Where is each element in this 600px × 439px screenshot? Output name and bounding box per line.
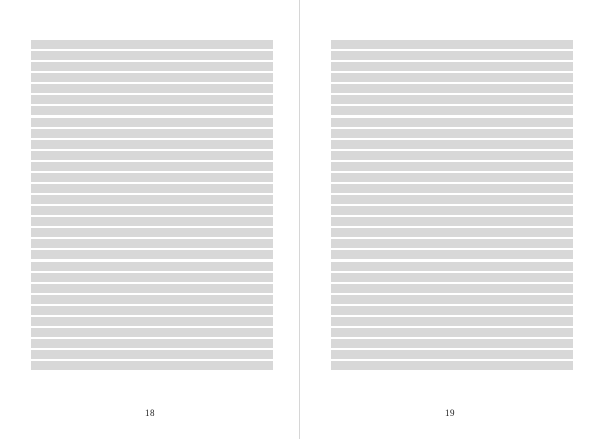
right-page-text-block: [331, 40, 573, 370]
text-line: [31, 284, 273, 293]
text-line: [31, 295, 273, 304]
text-line: [331, 95, 573, 104]
text-line: [331, 250, 573, 259]
text-line: [331, 62, 573, 71]
text-line: [31, 228, 273, 237]
right-page: [300, 0, 600, 439]
text-line: [331, 118, 573, 127]
text-line: [31, 195, 273, 204]
text-line: [331, 151, 573, 160]
text-line: [31, 250, 273, 259]
text-line: [331, 284, 573, 293]
text-line: [331, 306, 573, 315]
text-line: [31, 262, 273, 271]
right-page-number: 19: [445, 408, 455, 418]
text-line: [31, 106, 273, 115]
text-line: [331, 317, 573, 326]
left-page-number: 18: [145, 408, 155, 418]
text-line: [31, 84, 273, 93]
left-page-text-block: [31, 40, 273, 370]
text-line: [31, 73, 273, 82]
text-line: [331, 173, 573, 182]
text-line: [331, 106, 573, 115]
text-line: [31, 206, 273, 215]
text-line: [31, 306, 273, 315]
text-line: [331, 140, 573, 149]
text-line: [331, 339, 573, 348]
text-line: [31, 62, 273, 71]
text-line: [331, 73, 573, 82]
text-line: [331, 84, 573, 93]
text-line: [31, 151, 273, 160]
text-line: [31, 95, 273, 104]
text-line: [331, 262, 573, 271]
text-line: [31, 350, 273, 359]
text-line: [31, 173, 273, 182]
text-line: [31, 162, 273, 171]
text-line: [31, 40, 273, 49]
text-line: [31, 217, 273, 226]
text-line: [331, 239, 573, 248]
text-line: [331, 129, 573, 138]
text-line: [31, 184, 273, 193]
text-line: [331, 195, 573, 204]
text-line: [331, 328, 573, 337]
text-line: [331, 350, 573, 359]
text-line: [31, 118, 273, 127]
text-line: [31, 273, 273, 282]
text-line: [331, 217, 573, 226]
text-line: [31, 140, 273, 149]
text-line: [331, 361, 573, 370]
text-line: [31, 361, 273, 370]
text-line: [31, 129, 273, 138]
text-line: [331, 162, 573, 171]
text-line: [31, 328, 273, 337]
text-line: [331, 51, 573, 60]
text-line: [331, 184, 573, 193]
text-line: [331, 40, 573, 49]
text-line: [331, 295, 573, 304]
text-line: [331, 228, 573, 237]
text-line: [31, 51, 273, 60]
text-line: [31, 317, 273, 326]
text-line: [31, 339, 273, 348]
text-line: [31, 239, 273, 248]
text-line: [331, 273, 573, 282]
text-line: [331, 206, 573, 215]
